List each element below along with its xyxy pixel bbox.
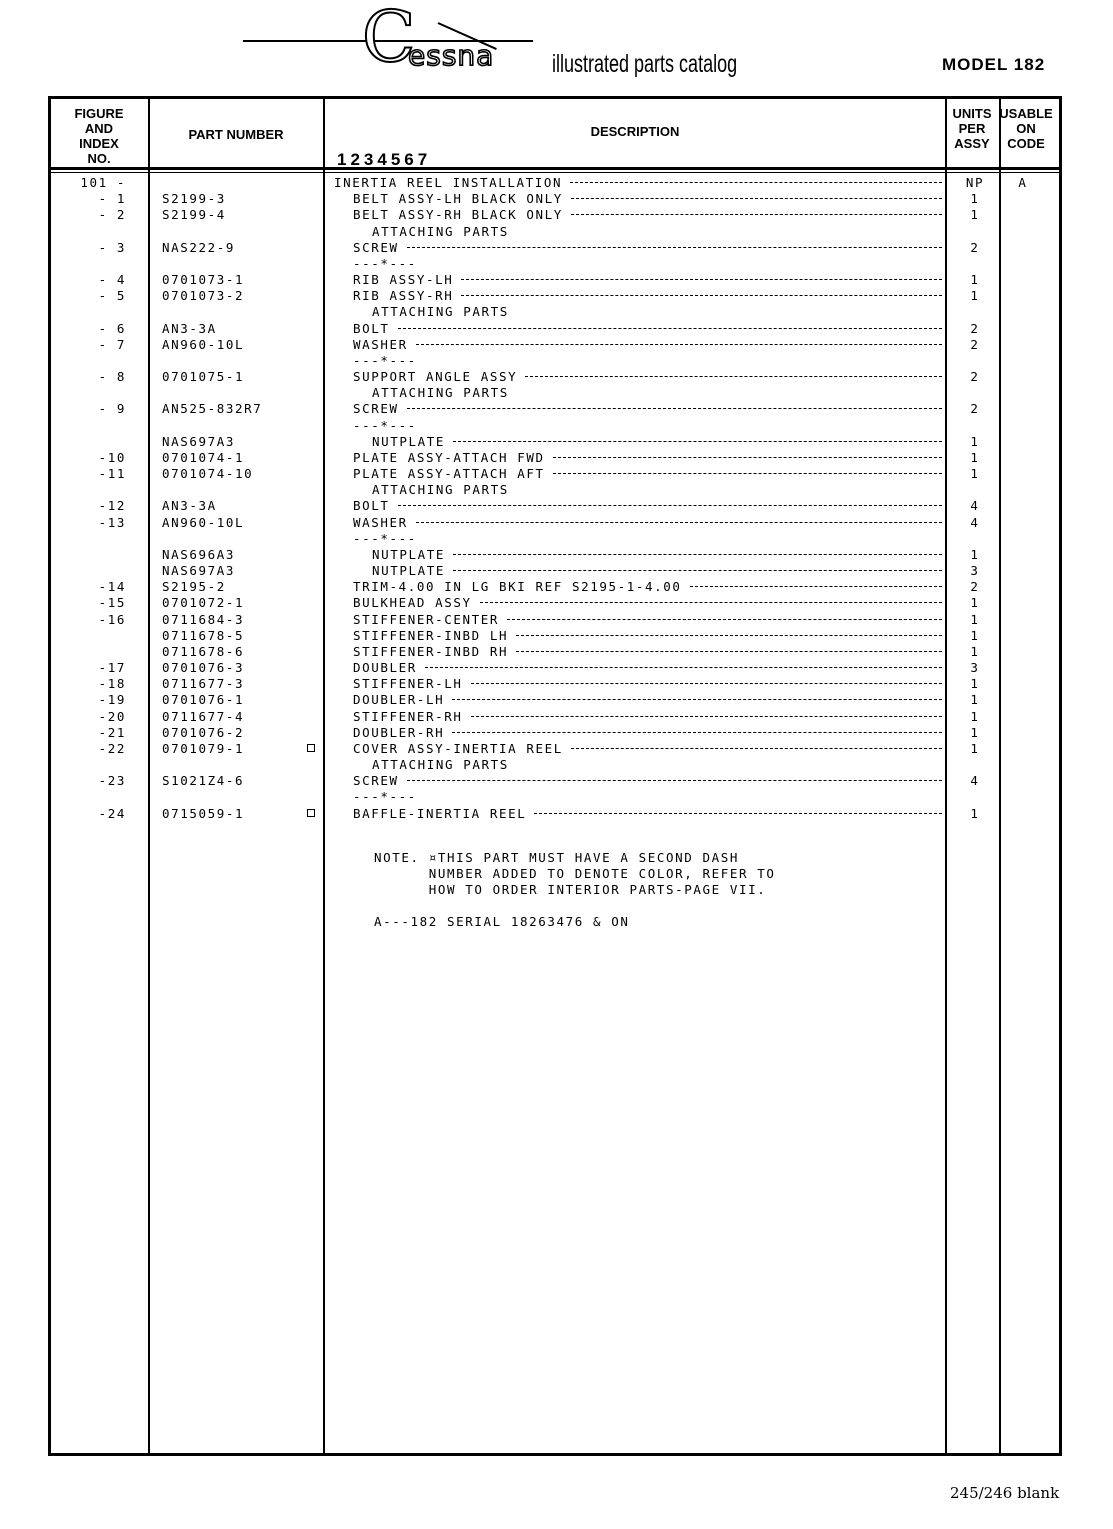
- index-number: -15: [98, 595, 126, 611]
- units-per-assy: 1: [970, 595, 980, 611]
- part-description: ---*---: [353, 352, 417, 368]
- part-number: AN3-3A: [162, 320, 217, 336]
- part-number: 0701076-1: [162, 692, 245, 708]
- table-row: [0, 547, 1113, 563]
- table-row: [0, 466, 1113, 482]
- part-description: BOLT: [353, 320, 390, 336]
- part-description: STIFFENER-INBD RH: [353, 643, 509, 659]
- table-row: [0, 401, 1113, 417]
- part-number: 0711678-6: [162, 643, 245, 659]
- units-per-assy: 1: [970, 288, 980, 304]
- leader-dashes: [453, 441, 942, 442]
- table-row: [0, 434, 1113, 450]
- figure-index-heading: FIGURE AND INDEX NO.: [74, 106, 124, 166]
- part-number: NAS697A3: [162, 563, 236, 579]
- catalog-title: illustrated parts catalog: [552, 50, 738, 78]
- units-per-assy: 3: [970, 660, 980, 676]
- part-number: NAS222-9: [162, 239, 236, 255]
- index-number: -18: [98, 676, 126, 692]
- units-per-assy: 1: [970, 676, 980, 692]
- leader-dashes: [425, 667, 942, 668]
- leader-dashes: [571, 198, 942, 199]
- table-row: [0, 741, 1113, 757]
- leader-dashes: [690, 586, 942, 587]
- logo-initial: C: [362, 0, 416, 78]
- leader-dashes: [571, 214, 942, 215]
- leader-dashes: [471, 683, 942, 684]
- part-description: STIFFENER-CENTER: [353, 611, 500, 627]
- table-row: [0, 789, 1113, 805]
- part-number: 0701076-3: [162, 660, 245, 676]
- table-row: [0, 676, 1113, 692]
- units-per-assy: 1: [970, 708, 980, 724]
- part-number: 0701073-1: [162, 272, 245, 288]
- header-rule-bottom: [48, 167, 1062, 170]
- index-number: - 5: [98, 288, 126, 304]
- part-description: DOUBLER: [353, 660, 417, 676]
- part-description: RIB ASSY-RH: [353, 288, 454, 304]
- units-per-assy: 4: [970, 773, 980, 789]
- table-row: [0, 482, 1113, 498]
- table-row: [0, 304, 1113, 320]
- part-description: PLATE ASSY-ATTACH AFT: [353, 466, 545, 482]
- part-description: ATTACHING PARTS: [372, 304, 509, 320]
- leader-dashes: [553, 457, 942, 458]
- index-number: - 8: [98, 369, 126, 385]
- part-description: BAFFLE-INERTIA REEL: [353, 805, 527, 821]
- index-number: - 2: [98, 207, 126, 223]
- part-description: SCREW: [353, 401, 399, 417]
- part-description: STIFFENER-INBD LH: [353, 627, 509, 643]
- part-number: 0715059-1: [162, 805, 245, 821]
- units-per-assy: 2: [970, 336, 980, 352]
- logo-wordmark: essna: [408, 39, 495, 72]
- part-number: 0701074-10: [162, 466, 254, 482]
- table-row: [0, 175, 1113, 191]
- units-per-assy: 1: [970, 692, 980, 708]
- index-number: -21: [98, 724, 126, 740]
- table-row: [0, 498, 1113, 514]
- index-number: -22: [98, 740, 126, 756]
- table-row: [0, 191, 1113, 207]
- units-per-assy: 1: [970, 805, 980, 821]
- leader-dashes: [507, 619, 942, 620]
- header-rule-bottom-thin: [48, 172, 1062, 173]
- units-per-assy: 2: [970, 239, 980, 255]
- units-per-assy: 1: [970, 724, 980, 740]
- part-number: NAS696A3: [162, 546, 236, 562]
- part-number: 0701076-2: [162, 724, 245, 740]
- part-number: 0701074-1: [162, 449, 245, 465]
- units-per-assy: 1: [970, 643, 980, 659]
- table-row: [0, 725, 1113, 741]
- part-description: DOUBLER-RH: [353, 724, 445, 740]
- index-number: -14: [98, 579, 126, 595]
- leader-dashes: [461, 279, 942, 280]
- part-description: TRIM-4.00 IN LG BKI REF S2195-1-4.00: [353, 579, 682, 595]
- leader-dashes: [453, 570, 942, 571]
- units-per-assy: 1: [970, 627, 980, 643]
- table-row: [0, 450, 1113, 466]
- part-description: SCREW: [353, 239, 399, 255]
- table-row: [0, 224, 1113, 240]
- serial-effectivity: A---182 SERIAL 18263476 & ON: [374, 914, 630, 929]
- part-description: BOLT: [353, 498, 390, 514]
- index-number: - 7: [98, 336, 126, 352]
- index-number: -11: [98, 466, 126, 482]
- part-description: ATTACHING PARTS: [372, 757, 509, 773]
- part-description: ---*---: [353, 417, 417, 433]
- part-description: ATTACHING PARTS: [372, 223, 509, 239]
- units-per-assy: 1: [970, 740, 980, 756]
- table-row: [0, 418, 1113, 434]
- index-number: - 1: [98, 191, 126, 207]
- part-description: PLATE ASSY-ATTACH FWD: [353, 449, 545, 465]
- table-row: [0, 757, 1113, 773]
- table-row: [0, 369, 1113, 385]
- table-row: [0, 272, 1113, 288]
- index-number: -24: [98, 805, 126, 821]
- note-line: NOTE. ¤THIS PART MUST HAVE A SECOND DASH: [374, 850, 740, 865]
- leader-dashes: [407, 780, 942, 781]
- table-row: [0, 207, 1113, 223]
- units-per-assy: 1: [970, 449, 980, 465]
- units-per-assy: 2: [970, 320, 980, 336]
- part-description: ATTACHING PARTS: [372, 482, 509, 498]
- note-line: HOW TO ORDER INTERIOR PARTS-PAGE VII.: [374, 882, 767, 897]
- part-description: ---*---: [353, 255, 417, 271]
- part-number: S1021Z4-6: [162, 773, 245, 789]
- leader-dashes: [571, 748, 942, 749]
- units-per-assy: 1: [970, 466, 980, 482]
- description-heading: DESCRIPTION: [590, 124, 680, 139]
- index-number: -13: [98, 514, 126, 530]
- leader-dashes: [525, 376, 942, 377]
- color-dash-marker-icon: [307, 809, 315, 817]
- leader-dashes: [516, 651, 942, 652]
- index-number: - 4: [98, 272, 126, 288]
- units-per-assy: 4: [970, 498, 980, 514]
- units-per-assy-heading: UNITS PER ASSY: [952, 106, 992, 151]
- usable-on-code: A: [1018, 175, 1028, 190]
- part-number: 0711684-3: [162, 611, 245, 627]
- index-number: - 6: [98, 320, 126, 336]
- table-row: [0, 692, 1113, 708]
- part-description: WASHER: [353, 336, 408, 352]
- units-per-assy: NP: [965, 175, 985, 190]
- leader-dashes: [570, 182, 942, 183]
- note-line: NUMBER ADDED TO DENOTE COLOR, REFER TO: [374, 866, 776, 881]
- units-per-assy: 1: [970, 207, 980, 223]
- part-number: AN525-832R7: [162, 401, 263, 417]
- table-row: [0, 256, 1113, 272]
- units-per-assy: 3: [970, 563, 980, 579]
- table-row: [0, 773, 1113, 789]
- part-description: DOUBLER-LH: [353, 692, 445, 708]
- part-number: 0701075-1: [162, 369, 245, 385]
- table-row: [0, 709, 1113, 725]
- table-row: [0, 563, 1113, 579]
- table-row: [0, 385, 1113, 401]
- leader-dashes: [416, 522, 942, 523]
- index-number: -23: [98, 773, 126, 789]
- table-row: [0, 660, 1113, 676]
- index-number: -12: [98, 498, 126, 514]
- part-description: SCREW: [353, 773, 399, 789]
- part-description: ---*---: [353, 530, 417, 546]
- leader-dashes: [407, 408, 942, 409]
- part-description: COVER ASSY-INERTIA REEL: [353, 740, 563, 756]
- part-description: SUPPORT ANGLE ASSY: [353, 369, 518, 385]
- leader-dashes: [407, 247, 942, 248]
- table-row: [0, 579, 1113, 595]
- table-row: [0, 612, 1113, 628]
- part-description: NUTPLATE: [372, 546, 446, 562]
- table-row: [0, 240, 1113, 256]
- model-label: MODEL 182: [942, 55, 1046, 74]
- color-dash-marker-icon: [307, 744, 315, 752]
- indent-digits: 1234567: [337, 150, 432, 169]
- part-description: BELT ASSY-LH BLACK ONLY: [353, 191, 563, 207]
- table-row: [0, 515, 1113, 531]
- part-number: 0711677-4: [162, 708, 245, 724]
- part-description: ATTACHING PARTS: [372, 385, 509, 401]
- part-number: 0701072-1: [162, 595, 245, 611]
- part-description: BULKHEAD ASSY: [353, 595, 472, 611]
- usable-on-code-heading: USABLE ON CODE: [999, 106, 1053, 151]
- table-row: [0, 321, 1113, 337]
- part-description: ---*---: [353, 789, 417, 805]
- units-per-assy: 2: [970, 579, 980, 595]
- part-number: 0711677-3: [162, 676, 245, 692]
- page-number: 245/246 blank: [950, 1484, 1060, 1502]
- part-number: 0711678-5: [162, 627, 245, 643]
- table-row: [0, 337, 1113, 353]
- part-description: WASHER: [353, 514, 408, 530]
- index-number: - 3: [98, 239, 126, 255]
- units-per-assy: 1: [970, 272, 980, 288]
- table-row: [0, 644, 1113, 660]
- leader-dashes: [516, 635, 942, 636]
- leader-dashes: [553, 473, 942, 474]
- leader-dashes: [534, 813, 942, 814]
- units-per-assy: 1: [970, 546, 980, 562]
- index-number: -10: [98, 449, 126, 465]
- part-number-heading: PART NUMBER: [188, 127, 284, 142]
- part-number: 0701073-2: [162, 288, 245, 304]
- part-number: AN3-3A: [162, 498, 217, 514]
- leader-dashes: [416, 344, 942, 345]
- part-description: STIFFENER-LH: [353, 676, 463, 692]
- units-per-assy: 2: [970, 369, 980, 385]
- part-number: S2199-4: [162, 207, 226, 223]
- leader-dashes: [480, 602, 942, 603]
- leader-dashes: [452, 732, 942, 733]
- part-number: S2199-3: [162, 191, 226, 207]
- units-per-assy: 1: [970, 191, 980, 207]
- part-number: S2195-2: [162, 579, 226, 595]
- index-number: -16: [98, 611, 126, 627]
- part-description: RIB ASSY-LH: [353, 272, 454, 288]
- leader-dashes: [398, 328, 942, 329]
- index-number: - 9: [98, 401, 126, 417]
- part-description: STIFFENER-RH: [353, 708, 463, 724]
- part-description: BELT ASSY-RH BLACK ONLY: [353, 207, 563, 223]
- table-row: [0, 353, 1113, 369]
- units-per-assy: 1: [970, 611, 980, 627]
- leader-dashes: [471, 716, 942, 717]
- part-number: 0701079-1: [162, 740, 245, 756]
- part-number: NAS697A3: [162, 433, 236, 449]
- leader-dashes: [452, 699, 942, 700]
- units-per-assy: 4: [970, 514, 980, 530]
- units-per-assy: 2: [970, 401, 980, 417]
- table-row: [0, 595, 1113, 611]
- table-row: [0, 806, 1113, 822]
- leader-dashes: [453, 554, 942, 555]
- index-number: 101 -: [80, 175, 126, 190]
- units-per-assy: 1: [970, 433, 980, 449]
- part-number: AN960-10L: [162, 514, 245, 530]
- leader-dashes: [398, 505, 942, 506]
- index-number: -17: [98, 660, 126, 676]
- part-description: INERTIA REEL INSTALLATION: [334, 175, 563, 190]
- part-number: AN960-10L: [162, 336, 245, 352]
- table-row: [0, 531, 1113, 547]
- leader-dashes: [461, 295, 942, 296]
- part-description: NUTPLATE: [372, 433, 446, 449]
- table-row: [0, 288, 1113, 304]
- table-row: [0, 628, 1113, 644]
- index-number: -20: [98, 708, 126, 724]
- index-number: -19: [98, 692, 126, 708]
- part-description: NUTPLATE: [372, 563, 446, 579]
